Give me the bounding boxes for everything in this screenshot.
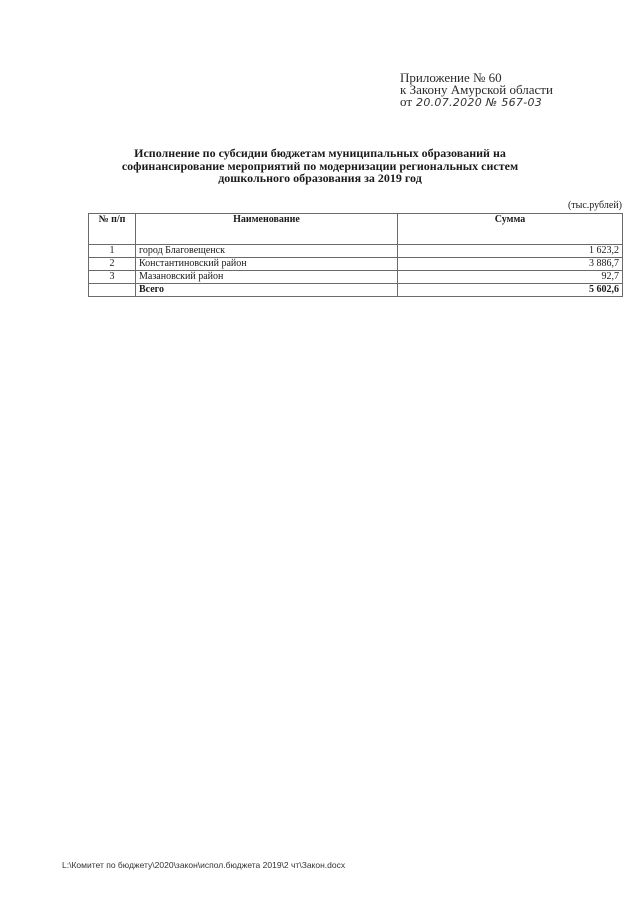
title-line-1: Исполнение по субсидии бюджетам муниципальных образований на <box>134 146 506 160</box>
appendix-handwritten-date: 20.07.2020 № 567-03 <box>416 96 543 109</box>
header-number: № п/п <box>89 214 136 245</box>
total-number <box>89 284 136 297</box>
row-name: Мазановский район <box>136 271 398 284</box>
title-line-2: софинансирование мероприятий по модернизации региональных систем <box>121 158 519 173</box>
row-name: Константиновский район <box>136 258 398 271</box>
table-row <box>89 245 623 258</box>
header-name: Наименование <box>136 214 398 245</box>
file-path-footer: L:\Комитет по бюджету\2020\закон\испол.бюджета 2019\2 чт\Закон.docx <box>62 860 346 870</box>
total-label: Всего <box>136 284 398 297</box>
row-number: 3 <box>89 271 136 284</box>
table-total-row <box>89 284 623 297</box>
subsidy-table <box>88 213 623 297</box>
appendix-date-prefix: от <box>400 94 413 109</box>
row-number: 2 <box>89 258 136 271</box>
table-header-row <box>89 214 623 245</box>
table-row <box>89 258 623 271</box>
row-name: город Благовещенск <box>136 245 398 258</box>
row-sum: 1 623,2 <box>398 245 623 258</box>
appendix-block <box>400 72 630 109</box>
appendix-law: к Закону Амурской области <box>400 82 553 97</box>
title-line-3: дошкольного образования за 2019 год <box>218 171 422 185</box>
appendix-date-line <box>400 96 630 109</box>
header-sum: Сумма <box>398 214 623 245</box>
total-sum: 5 602,6 <box>398 284 623 297</box>
row-number: 1 <box>89 245 136 258</box>
appendix-number: Приложение № 60 <box>400 70 502 85</box>
unit-label: (тыс.рублей) <box>567 200 622 211</box>
table-row <box>89 271 623 284</box>
row-sum: 3 886,7 <box>398 258 623 271</box>
row-sum: 92,7 <box>398 271 623 284</box>
document-title <box>100 147 540 185</box>
